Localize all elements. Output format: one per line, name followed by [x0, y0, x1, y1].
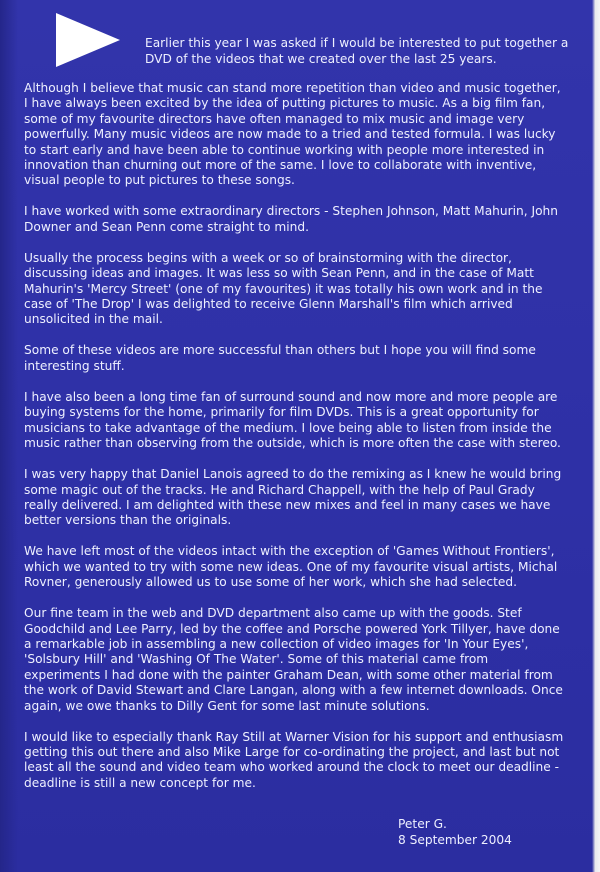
- signature-block: [398, 817, 512, 848]
- signature-date: 8 September 2004: [398, 832, 512, 847]
- paragraph-remixing: I was very happy that Daniel Lanois agreed to do the remixing as I knew he would bring some magic out of the tracks. He and Richard Chappell, with the help of Paul Grady really delivered. I am delighted with these new mixes and feel in many cases we have better versions than the originals.: [24, 467, 562, 528]
- paragraph-success: Some of these videos are more successful than others but I hope you will find some interesting stuff.: [24, 343, 536, 373]
- signature-name: Peter G.: [398, 817, 447, 831]
- paragraph-directors: I have worked with some extraordinary directors - Stephen Johnson, Matt Mahurin, John Downer and Sean Penn come straight to mind.: [24, 204, 558, 234]
- page-shadow-left: [0, 0, 18, 872]
- paragraph-process: Usually the process begins with a week or so of brainstorming with the director, discussing ideas and images. It was less so with Sean Penn, and in the case of Matt Mahurin's 'Mercy Street' (one of my favourites) it was totally his own work and in the case of 'The Drop' I was delighted to receive Glenn Marshall's film which arrived unsolicited in the mail.: [24, 250, 543, 327]
- paragraph-web-dvd-team: Our fine team in the web and DVD department also came up with the goods. Stef Goodchild and Lee Parry, led by the coffee and Porsche powered York Tillyer, have done a remarkable job in assembling a new collection of video images for 'In Your Eyes', 'Solsbury Hill' and 'Washing Of The Water'. Some of this material came from experiments I had done with the painter Graham Dean, with some other material from the work of David Stewart and Clare Langan, along with a few internet downloads. Once again, we owe thanks to Dilly Gent for some last minute solutions.: [24, 606, 563, 713]
- paragraph-music-and-video: Although I believe that music can stand more repetition than video and music together, I have always been excited by the idea of putting pictures to music. As a big film fan, some of my favourite directors have often managed to mix music and image very powerfully. Many music videos are now made to a tried and tested formula. I was lucky to start early and have been able to continue working with people more interested in innovation than churning out more of the same. I love to collaborate with inventive, visual people to put pictures to these songs.: [24, 81, 561, 188]
- paragraph-surround-sound: I have also been a long time fan of surround sound and now more and more people are buying systems for the home, primarily for film DVDs. This is a great opportunity for musicians to take advantage of the medium. I love being able to listen from inside the music rather than observing from the outside, which is more often the case with stereo.: [24, 389, 561, 451]
- letter-body: [24, 81, 566, 807]
- play-triangle-icon: [56, 13, 120, 67]
- intro-paragraph: Earlier this year I was asked if I would be interested to put together a DVD of the videos that we created over the last 25 years.: [145, 36, 569, 66]
- paragraph-videos-intact: We have left most of the videos intact with the exception of 'Games Without Frontiers', which we wanted to try with some new ideas. One of my favourite visual artists, Michal Rovner, generously allowed us to use some of her work, which she had selected.: [24, 544, 558, 590]
- paragraph-thanks: I would like to especially thank Ray Still at Warner Vision for his support and enthusiasm getting this out there and also Mike Large for co-ordinating the project, and last but not least all the sound and video team who worked around the clock to meet our deadline - deadline is still a new concept for me.: [24, 729, 564, 790]
- page-edge-right: [592, 0, 600, 872]
